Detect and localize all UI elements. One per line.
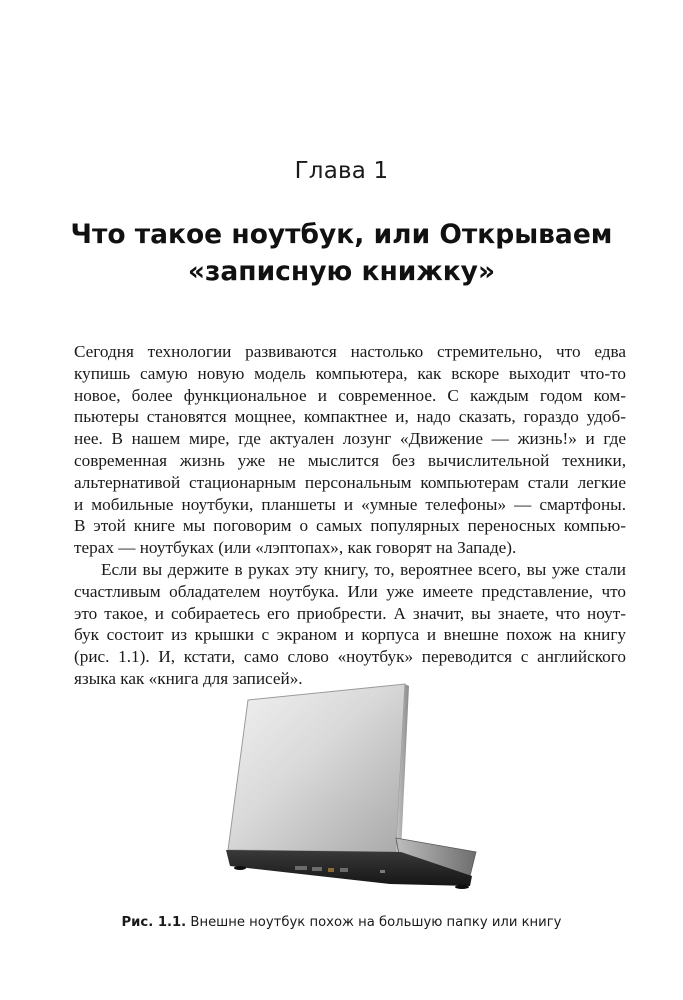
chapter-title — [40, 216, 643, 290]
caption-label: Рис. 1.1. — [121, 915, 187, 930]
text-line: языка как «книга для записей». — [74, 668, 303, 688]
text-line: пьютеры становятся мощнее, компактнее и, надо сказать, гораздо удоб- — [74, 407, 626, 427]
text-line: купишь самую новую модель компьютера, как вскоре выходит что-то — [74, 363, 626, 383]
chapter-title-line: Что такое ноутбук, или Открываем — [70, 219, 613, 250]
paragraph-2 — [74, 559, 626, 690]
laptop-icon — [200, 680, 500, 900]
body-text — [74, 341, 626, 690]
text-line: нее. В нашем мире, где актуален лозунг «Движение — жизнь!» и где — [74, 429, 626, 449]
text-line: это такое, и собираетесь его приобрести. А значит, вы знаете, что ноут- — [74, 603, 626, 623]
laptop-port — [312, 867, 322, 871]
text-line: счастливым обладателем ноутбука. Или уже имеете представление, что — [74, 581, 626, 601]
text-line: альтернативой стационарным персональным компьютерам стали легкие — [74, 472, 626, 492]
text-line: В этой книге мы поговорим о самых популярных переносных компью- — [74, 516, 626, 536]
text-line: Если вы держите в руках эту книгу, то, вероятнее всего, вы уже стали — [101, 559, 626, 579]
laptop-foot — [455, 885, 469, 889]
laptop-port — [380, 870, 385, 873]
laptop-lid — [228, 684, 405, 852]
laptop-port — [295, 866, 307, 870]
caption-text: Внешне ноутбук похож на большую папку или книгу — [186, 915, 562, 930]
text-line: бук состоит из крышки с экраном и корпуса и внешне похож на книгу — [74, 625, 626, 645]
chapter-title-line: «записную книжку» — [187, 256, 496, 287]
figure-caption — [0, 915, 683, 930]
chapter-label: Глава 1 — [294, 158, 389, 184]
laptop-foot — [234, 866, 246, 870]
laptop-port — [340, 868, 348, 872]
laptop-port — [328, 868, 334, 872]
text-line: современная жизнь уже не мыслится без вычислительной техники, — [74, 450, 626, 470]
text-line: (рис. 1.1). И, кстати, само слово «ноутбук» переводится с английского — [74, 647, 626, 667]
text-line: терах — ноутбуках (или «лэптопах», как говорят на Западе). — [74, 538, 517, 558]
text-line: и мобильные ноутбуки, планшеты и «умные телефоны» — смартфоны. — [74, 494, 626, 514]
figure-laptop — [200, 680, 500, 900]
paragraph-1 — [74, 341, 626, 559]
text-line: новое, более функциональное и современное. С каждым годом ком- — [74, 385, 626, 405]
text-line: Сегодня технологии развиваются настолько стремительно, что едва — [74, 342, 626, 361]
